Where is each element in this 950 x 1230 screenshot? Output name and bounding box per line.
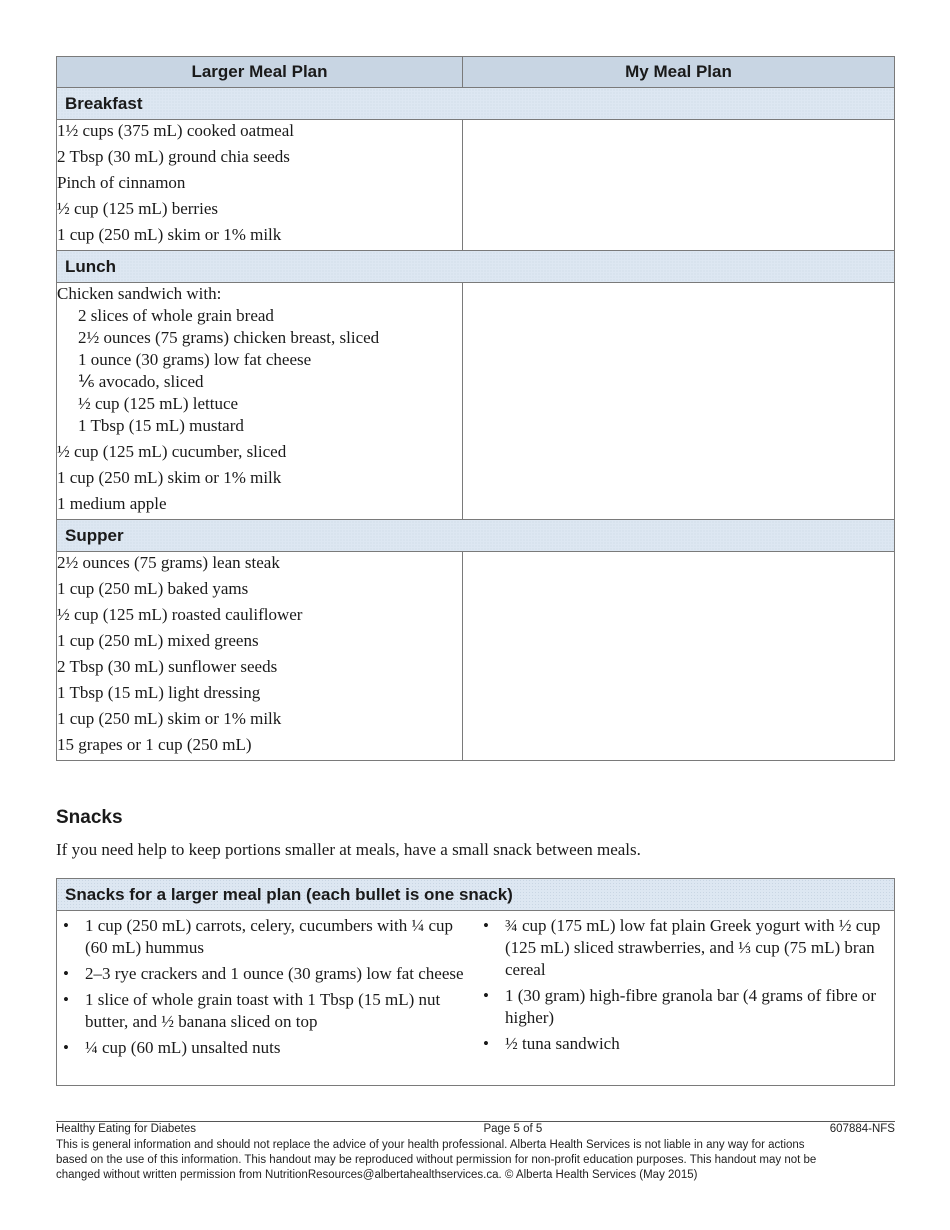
snacks-intro: If you need help to keep portions smaller at meals, have a small snack between meals. — [56, 840, 641, 859]
footer-title: Healthy Eating for Diabetes — [56, 1123, 196, 1135]
list-sub-item: ½ cup (125 mL) lettuce — [78, 394, 239, 413]
list-item: 1 Tbsp (15 mL) light dressing — [57, 683, 261, 702]
list-item — [61, 915, 471, 959]
list-item: Pinch of cinnamon — [57, 173, 186, 192]
list-item — [61, 963, 471, 985]
list-item: 1 cup (250 mL) skim or 1% milk — [57, 709, 282, 728]
supper-title: Supper — [65, 525, 124, 545]
snack-text: 2–3 rye crackers and 1 ounce (30 grams) low fat cheese — [85, 964, 464, 983]
snack-text: 1 (30 gram) high-fibre granola bar (4 grams of fibre or higher) — [505, 986, 877, 1027]
list-item: ½ cup (125 mL) berries — [57, 199, 218, 218]
list-sub-item: ⅙ avocado, sliced — [78, 372, 204, 391]
my-supper-cell[interactable] — [463, 552, 895, 761]
disclaimer-line: changed without written permission from NutritionResources@albertahealthservices.ca. © Alberta Health Services (May 2015) — [56, 1169, 698, 1181]
document-code: 607884-NFS — [829, 1123, 895, 1135]
bullet-icon: • — [63, 964, 69, 983]
list-item: 1 medium apple — [57, 494, 167, 513]
page-number: Page 5 of 5 — [483, 1123, 543, 1135]
breakfast-row — [57, 120, 895, 251]
bullet-icon: • — [483, 1034, 489, 1053]
list-item: 1½ cups (375 mL) cooked oatmeal — [57, 121, 294, 140]
snack-text: ¾ cup (175 mL) low fat plain Greek yogurt with ½ cup (125 mL) sliced strawberries, and ⅓ cup (75 mL) bran cereal — [505, 916, 881, 979]
snack-text: 1 slice of whole grain toast with 1 Tbsp (15 mL) nut butter, and ½ banana sliced on top — [85, 990, 441, 1031]
list-item: 15 grapes or 1 cup (250 mL) — [57, 735, 252, 754]
list-item — [61, 989, 471, 1033]
my-lunch-cell[interactable] — [463, 283, 895, 520]
list-item: ½ cup (125 mL) roasted cauliflower — [57, 605, 303, 624]
page-footer — [56, 1122, 895, 1182]
snacks-heading: Snacks — [56, 807, 123, 828]
bullet-icon: • — [63, 990, 69, 1009]
my-breakfast-cell[interactable] — [463, 120, 895, 251]
meal-plan-table — [56, 56, 895, 761]
list-sub-item: 1 ounce (30 grams) low fat cheese — [78, 350, 312, 369]
snack-text: ¼ cup (60 mL) unsalted nuts — [85, 1038, 281, 1057]
my-meal-plan-header: My Meal Plan — [463, 57, 895, 88]
table-header-row — [57, 57, 895, 88]
bullet-icon: • — [63, 1038, 69, 1057]
supper-section-row — [57, 520, 895, 552]
disclaimer-line: based on the use of this information. This handout may be reproduced without permission for non-profit education purposes. This handout may not be — [56, 1154, 817, 1166]
list-item: 2 Tbsp (30 mL) sunflower seeds — [57, 657, 278, 676]
disclaimer-line: This is general information and should not replace the advice of your health professional. Alberta Health Services is not liable in any way for actions — [56, 1139, 805, 1151]
bullet-icon: • — [483, 986, 489, 1005]
snacks-right-column — [481, 915, 886, 1059]
list-item: 1 cup (250 mL) skim or 1% milk — [57, 468, 282, 487]
breakfast-title: Breakfast — [65, 93, 143, 113]
list-item: 2½ ounces (75 grams) lean steak — [57, 553, 280, 572]
snacks-box-title: Snacks for a larger meal plan (each bullet is one snack) — [57, 879, 894, 911]
supper-items — [57, 552, 463, 761]
breakfast-section-row — [57, 88, 895, 120]
list-item: 1 cup (250 mL) mixed greens — [57, 631, 259, 650]
lunch-title: Lunch — [65, 256, 116, 276]
list-item — [481, 985, 886, 1029]
list-item: 1 cup (250 mL) baked yams — [57, 579, 249, 598]
bullet-icon: • — [483, 916, 489, 935]
snacks-left-column — [61, 915, 471, 1063]
lunch-items — [57, 283, 463, 520]
lunch-section-row — [57, 251, 895, 283]
list-item — [481, 1033, 886, 1055]
list-sub-item: 1 Tbsp (15 mL) mustard — [78, 416, 244, 435]
list-item — [61, 1037, 471, 1059]
list-item — [481, 915, 886, 981]
list-item: 2 Tbsp (30 mL) ground chia seeds — [57, 147, 290, 166]
snack-text: ½ tuna sandwich — [505, 1034, 620, 1053]
supper-row — [57, 552, 895, 761]
list-sub-item: 2 slices of whole grain bread — [78, 306, 274, 325]
lunch-row — [57, 283, 895, 520]
snacks-box — [56, 878, 895, 1086]
snack-text: 1 cup (250 mL) carrots, celery, cucumbers with ¼ cup (60 mL) hummus — [85, 916, 454, 957]
list-sub-item: 2½ ounces (75 grams) chicken breast, sliced — [78, 328, 380, 347]
list-item: 1 cup (250 mL) skim or 1% milk — [57, 225, 282, 244]
larger-meal-plan-header: Larger Meal Plan — [57, 57, 463, 88]
list-item: Chicken sandwich with: — [57, 284, 222, 303]
list-item: ½ cup (125 mL) cucumber, sliced — [57, 442, 287, 461]
breakfast-items — [57, 120, 463, 251]
bullet-icon: • — [63, 916, 69, 935]
